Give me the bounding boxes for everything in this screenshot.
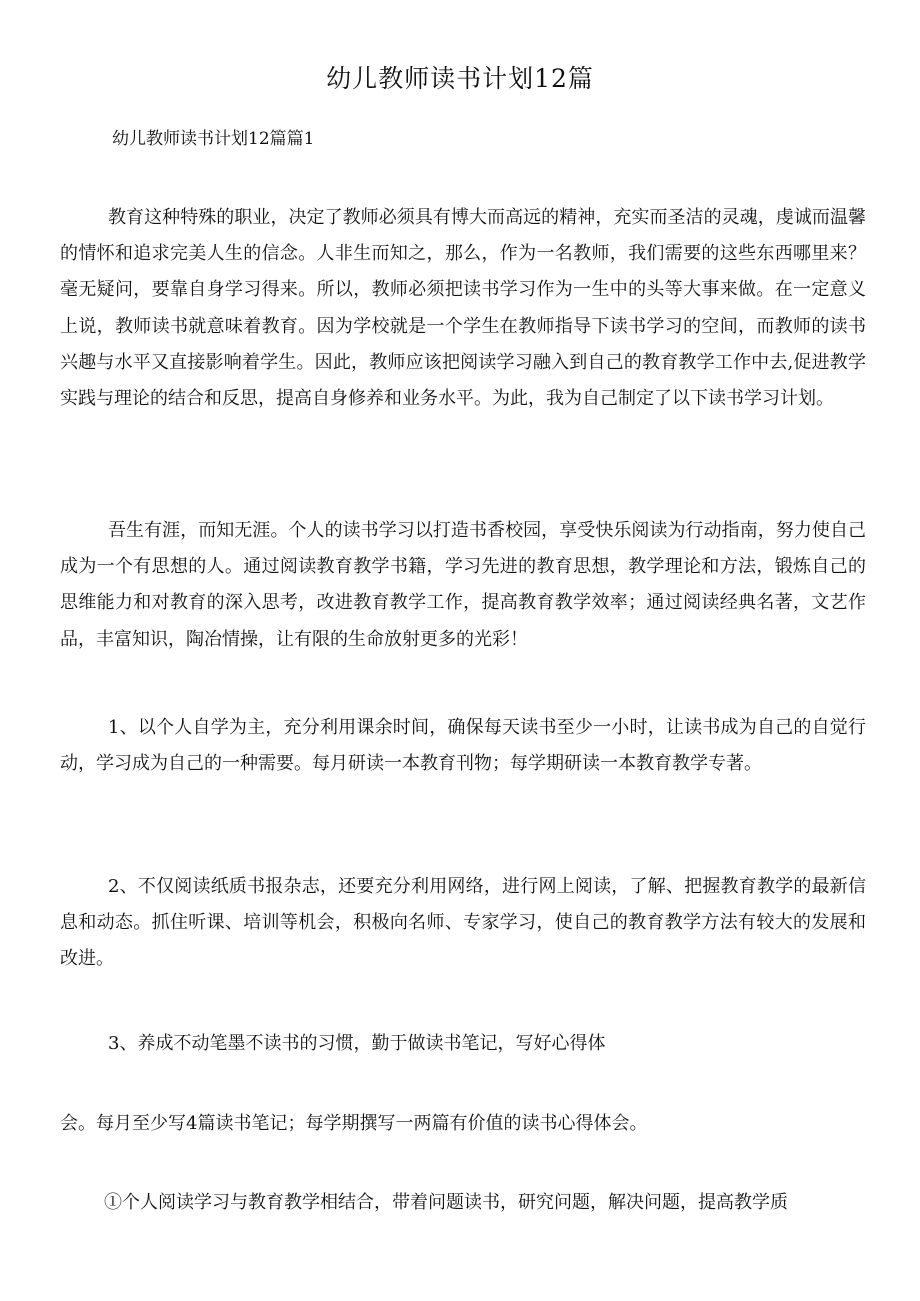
list-item: 1、以个人自学为主，充分利用课余时间，确保每天读书至少一小时，让读书成为自己的自觉行动，学习成为自己的一种需要。每月研读一本教育刊物；每学期研读一本教育教学专著。 <box>60 717 866 775</box>
section-subtitle: 幼儿教师读书计划12篇篇1 <box>112 129 315 149</box>
list-item: ①个人阅读学习与教育教学相结合，带着问题读书，研究问题，解决问题，提高教学质 <box>104 1192 788 1213</box>
list-item: 2、不仅阅读纸质书报杂志，还要充分利用网络，进行网上阅读，了解、把握教育教学的最新信息和动态。抓住听课、培训等机会，积极向名师、专家学习，使自己的教育教学方法有较大的发展和改进。 <box>60 876 866 970</box>
paragraph: 教育这种特殊的职业，决定了教师必须具有博大而高远的精神，充实而圣洁的灵魂，虔诚而温馨的情怀和追求完美人生的信念。人非生而知之，那么，作为一名教师，我们需要的这些东西哪里来？毫无疑问，要靠自身学习得来。所以，教师必须把读书学习作为一生中的头等大事来做。在一定意义上说，教师读书就意味着教育。因为学校就是一个学生在教师指导下读书学习的空间，而教师的读书兴趣与水平又直接影响着学生。因此，教师应该把阅读学习融入到自己的教育教学工作中去,促进教学实践与理论的结合和反思，提高自身修养和业务水平。为此，我为自己制定了以下读书学习计划。 <box>60 207 866 410</box>
paragraph: 吾生有涯，而知无涯。个人的读书学习以打造书香校园，享受快乐阅读为行动指南，努力使自己成为一个有思想的人。通过阅读教育教学书籍，学习先进的教育思想，教学理论和方法，锻炼自己的思维能力和对教育的深入思考，改进教育教学工作，提高教育教学效率；通过阅读经典名著，文艺作品，丰富知识，陶冶情操，让有限的生命放射更多的光彩！ <box>60 520 866 650</box>
list-item: 3、养成不动笔墨不读书的习惯，勤于做读书笔记，写好心得体 <box>108 1033 606 1054</box>
paragraph: 会。每月至少写4篇读书笔记；每学期撰写一两篇有价值的读书心得体会。 <box>60 1113 648 1134</box>
document-title: 幼儿教师读书计划12篇 <box>326 64 594 93</box>
